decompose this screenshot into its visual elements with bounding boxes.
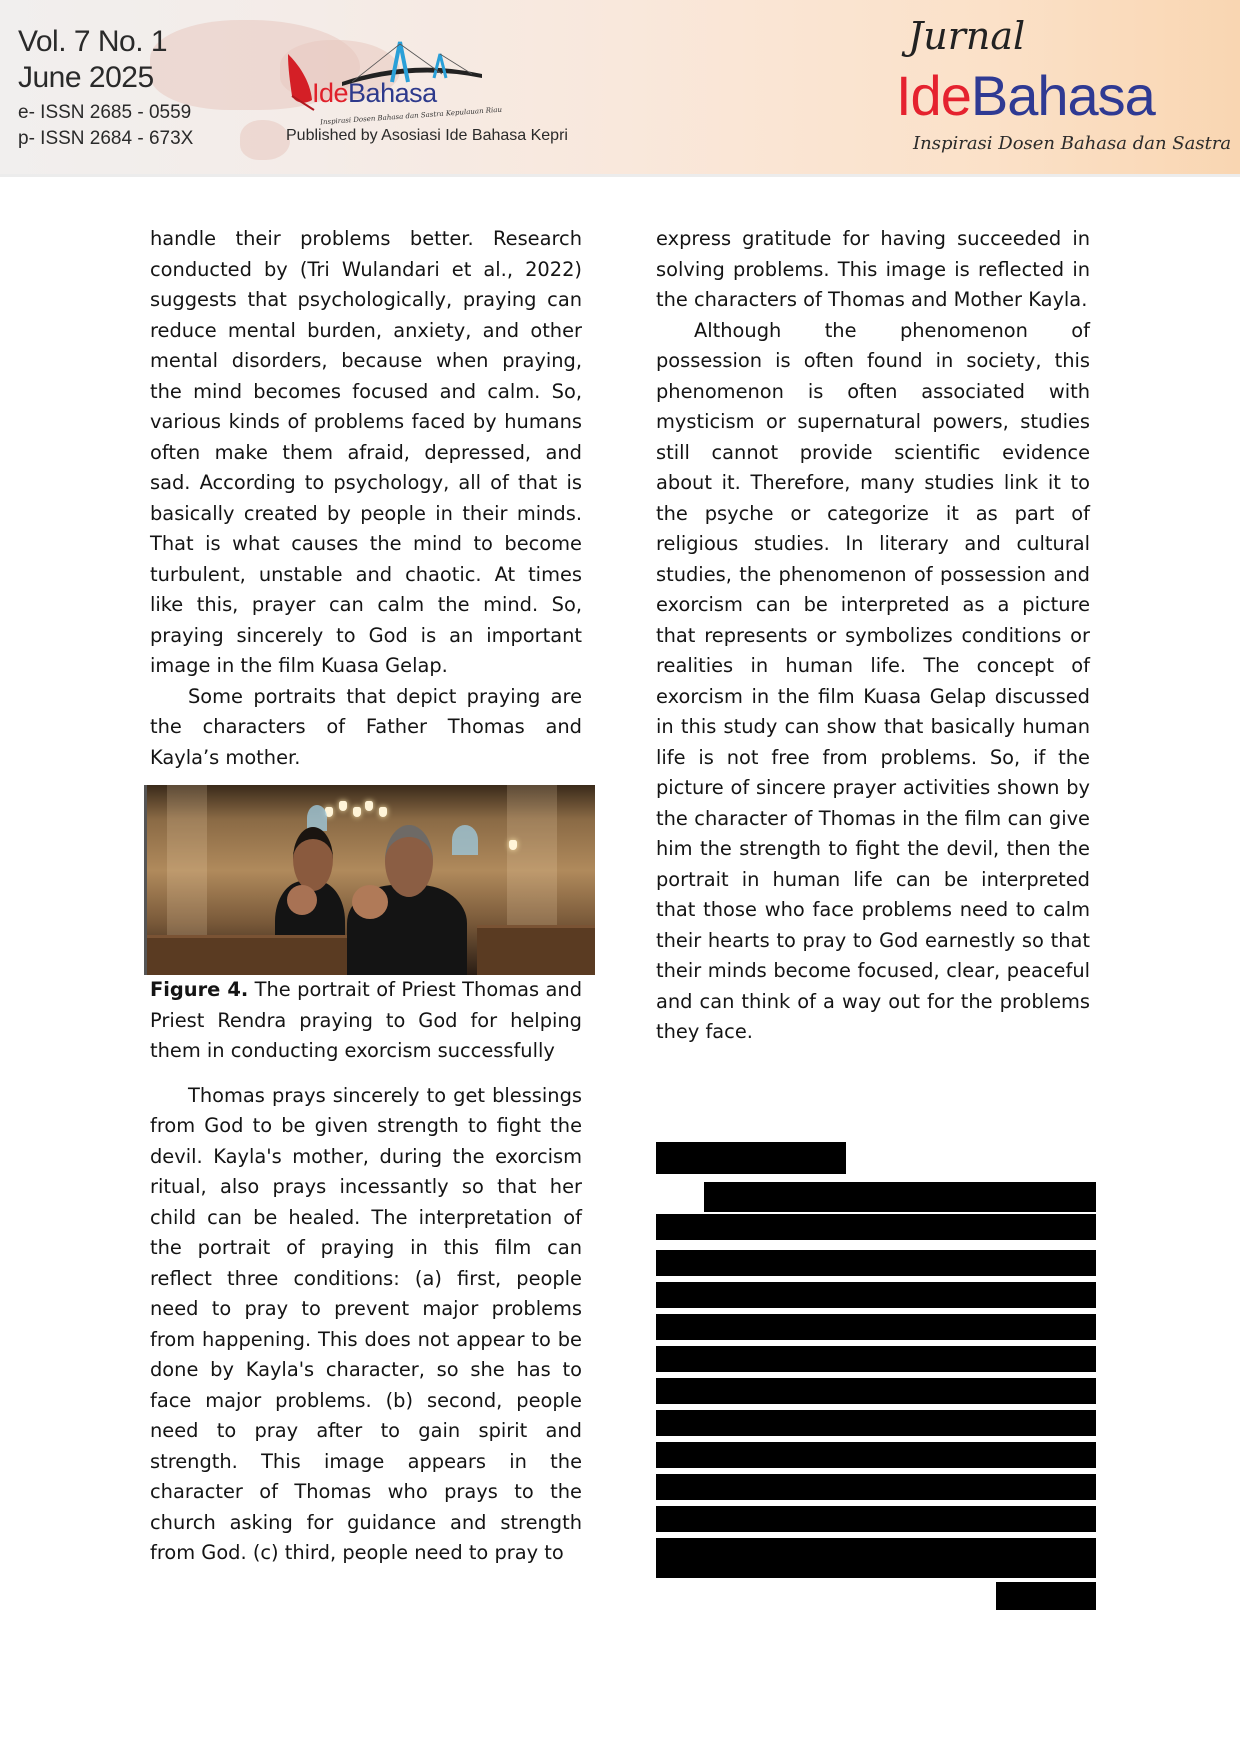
stained-window	[452, 825, 478, 855]
issue-date: June 2025	[18, 61, 154, 94]
left-column	[150, 224, 582, 1569]
figure-label: Figure 4.	[150, 978, 249, 1001]
paragraph: Some portraits that depict praying are the characters of Father Thomas and Kayla’s mother.	[150, 684, 582, 769]
figure-caption-text: The portrait of Priest Thomas and Priest Rendra praying to God for helping them in conducting exorcism successfully	[150, 978, 582, 1062]
figure-caption	[150, 975, 582, 1067]
journal-title	[896, 64, 1155, 128]
volume-issue	[18, 24, 167, 96]
church-pew	[147, 935, 347, 975]
figure-4-image	[144, 785, 595, 975]
praying-hands	[352, 885, 388, 919]
logo-word-bahasa: Bahasa	[348, 78, 437, 108]
wall-lamp	[509, 840, 517, 850]
logo-tagline: Inspirasi Dosen Bahasa dan Sastra Kepulauan Riau	[319, 105, 503, 127]
ide-bahasa-logo	[292, 38, 592, 138]
p-issn: p- ISSN 2684 - 673X	[18, 128, 194, 149]
paragraph: Although the phenomenon of possession is often found in society, this phenomenon is often associated with mysticism or supernatural powers, studies still cannot provide scientific evidence about it. Therefore, many studies link it to the psyche or categorize it as part of religious studies. In literary and cultural studies, the phenomenon of possession and exorcism can be interpreted as a picture that represents or symbolizes conditions or realities in human life. The concept of exorcism in the film Kuasa Gelap discussed in this study can show that basically human life is not free from problems. So, if the picture of sincere prayer activities shown by the character of Thomas in the film can give him the strength to fight the devil, then the portrait in human life can be interpreted that those who face problems need to calm their hearts to pray to God earnestly so that their minds become focused, clear, peaceful and can think of a way out for the problems they face.	[656, 318, 1090, 1043]
paragraph: express gratitude for having succeeded in solving problems. This image is reflected in the characters of Thomas and Mother Kayla.	[656, 227, 1090, 311]
priest-head	[385, 825, 433, 897]
priest-head	[293, 827, 333, 891]
paragraph: handle their problems better. Research conducted by (Tri Wulandari et al., 2022) suggests that psychologically, praying can reduce mental burden, anxiety, and other mental disorders, because when praying, the mind becomes focused and calm. So, various kinds of problems faced by humans often make them afraid, depressed, and sad. According to psychology, all of that is basically created by people in their minds. That is what causes the mind to become turbulent, unstable and chaotic. At times like this, prayer can calm the mind. So, praying sincerely to God is an important image in the film Kuasa Gelap.	[150, 227, 582, 677]
journal-title-ide: Ide	[896, 64, 971, 127]
journal-header-banner	[0, 0, 1240, 177]
e-issn: e- ISSN 2685 - 0559	[18, 102, 192, 123]
church-pew	[477, 925, 595, 975]
world-map-background	[240, 120, 290, 160]
journal-script-label: Jurnal	[908, 14, 1026, 58]
chandelier-lamp	[339, 801, 347, 811]
journal-tagline: Inspirasi Dosen Bahasa dan Sastra	[913, 133, 1232, 154]
right-column	[656, 224, 1090, 1048]
journal-title-bahasa: Bahasa	[970, 64, 1155, 127]
volume-text: Vol. 7 No. 1	[18, 25, 168, 58]
issn-block	[18, 100, 193, 152]
publisher: Published by Asosiasi Ide Bahasa Kepri	[286, 127, 568, 144]
chandelier-lamp	[379, 807, 387, 817]
redacted-text-block	[656, 1142, 1096, 1612]
paragraph: Thomas prays sincerely to get blessings from God to be given strength to fight the devil. Kayla's mother, during the exorcism ritual, also prays incessantly so that her child can be healed. The interpretation of the portrait of praying in this film can reflect three conditions: (a) first, people need to pray to prevent major problems from happening. This does not appear to be done by Kayla's character, so she has to face major problems. (b) second, people need to pray after to gain spirit and strength. This image appears in the character of Thomas who prays to the church asking for guidance and strength from God. (c) third, people need to pray to	[150, 1083, 582, 1564]
chandelier-lamp	[365, 801, 373, 811]
praying-hands	[287, 885, 317, 915]
logo-wordmark	[312, 78, 437, 109]
chandelier-lamp	[353, 807, 361, 817]
logo-word-ide: Ide	[312, 78, 349, 108]
